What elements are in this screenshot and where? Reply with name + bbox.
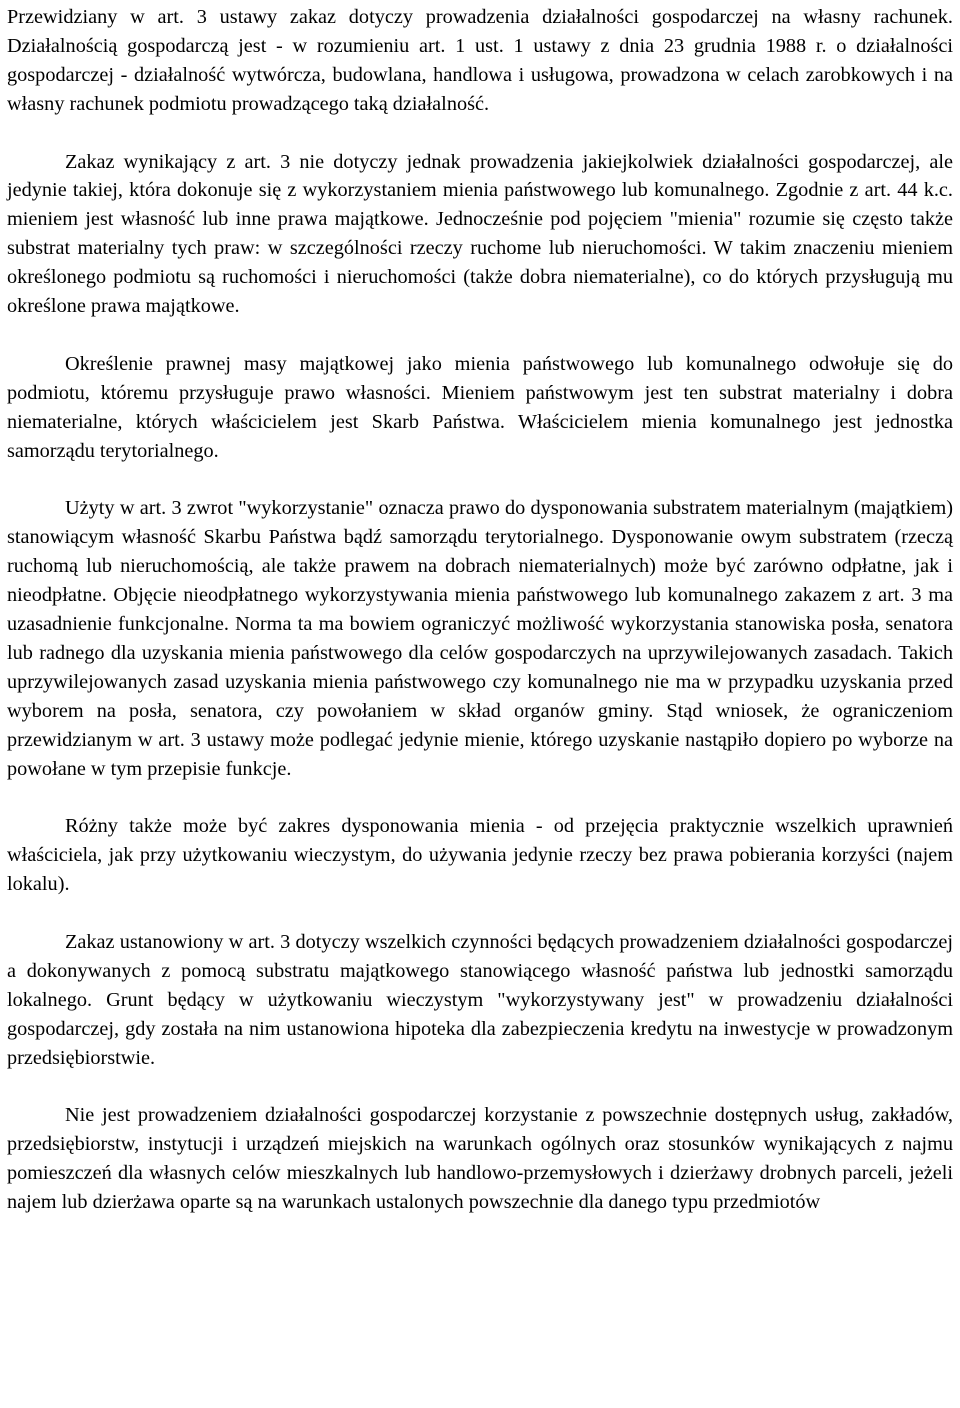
paragraph-1: Przewidziany w art. 3 ustawy zakaz dotyczy prowadzenia działalności gospodarczej na własny rachunek. Działalnością gospodarczą jest - w rozumieniu art. 1 ust. 1 ustawy z dnia 23 grudnia 1988 r. o działalności gospodarczej - działalność wytwórcza, budowlana, handlowa i usługowa, prowadzona w celach zarobkowych i na własny rachunek podmiotu prowadzącego taką działalność.: [7, 6, 953, 115]
paragraph-7: Nie jest prowadzeniem działalności gospodarczej korzystanie z powszechnie dostępnych usług, zakładów, przedsiębiorstw, instytucji i urządzeń miejskich na warunkach ogólnych oraz stosunków wynikających z najmu pomieszczeń dla własnych celów mieszkalnych lub handlowo-przemysłowych i dzierżawy drobnych parceli, jeżeli najem lub dzierżawa oparte są na warunkach ustalonych powszechnie dla danego typu przedmiotów: [7, 1104, 953, 1214]
paragraph-6: Zakaz ustanowiony w art. 3 dotyczy wszelkich czynności będących prowadzeniem działalności gospodarczej a dokonywanych z pomocą substratu majątkowego stanowiącego własność państwa lub jednostki samorządu lokalnego. Grunt będący w użytkowaniu wieczystym "wykorzystywany jest" w prowadzeniu działalności gospodarczej, gdy została na nim ustanowiona hipoteka dla zabezpieczenia kredytu na inwestycje w prowadzonym przedsiębiorstwie.: [7, 930, 953, 1069]
paragraph-3: Określenie prawnej masy majątkowej jako mienia państwowego lub komunalnego odwołuje się do podmiotu, któremu przysługuje prawo własności. Mieniem państwowym jest ten substrat materialny i dobra niematerialne, których właścicielem jest Skarb Państwa. Właścicielem mienia komunalnego jest jednostka samorządu terytorialnego.: [7, 352, 953, 462]
paragraph-2: Zakaz wynikający z art. 3 nie dotyczy jednak prowadzenia jakiejkolwiek działalności gospodarczej, ale jedynie takiej, która dokonuje się z wykorzystaniem mienia państwowego lub komunalnego. Zgodnie z art. 44 k.c. mieniem jest własność lub inne prawa majątkowe. Jednocześnie pod pojęciem "mienia" rozumie się często także substrat materialny tych praw: w szczególności rzeczy ruchome lub nieruchomości. W takim znaczeniu mieniem określonego podmiotu są ruchomości i nieruchomości (także dobra niematerialne), co do których przysługują mu określone prawa majątkowe.: [7, 150, 953, 318]
paragraph-5: Różny także może być zakres dysponowania mienia - od przejęcia praktycznie wszelkich uprawnień właściciela, jak przy użytkowaniu wieczystym, do używania jedynie rzeczy bez prawa pobierania korzyści (najem lokalu).: [7, 815, 953, 896]
paragraph-4: Użyty w art. 3 zwrot "wykorzystanie" oznacza prawo do dysponowania substratem materialnym (majątkiem) stanowiącym własność Skarbu Państwa bądź samorządu terytorialnego. Dysponowanie owym substratem (rzeczą ruchomą lub nieruchomością, ale także prawem na dobrach niematerialnych) może być zarówno odpłatne, jak i nieodpłatne. Objęcie nieodpłatnego wykorzystywania mienia państwowego lub komunalnego zakazem z art. 3 ma uzasadnienie funkcjonalne. Norma ta ma bowiem ograniczyć możliwość wykorzystania stanowiska posła, senatora lub radnego dla uzyskania mienia państwowego dla celów gospodarczych na uprzywilejowanych zasadach. Takich uprzywilejowanych zasad uzyskania mienia państwowego czy komunalnego nie ma w przypadku uzyskania przed wyborem na posła, senatora, czy powołaniem w skład organów gminy. Stąd wniosek, że ograniczeniom przewidzianym w art. 3 ustawy może podlegać jedynie mienie, którego uzyskanie nastąpiło dopiero po wyborze na powołane w tym przepisie funkcje.: [7, 497, 953, 780]
